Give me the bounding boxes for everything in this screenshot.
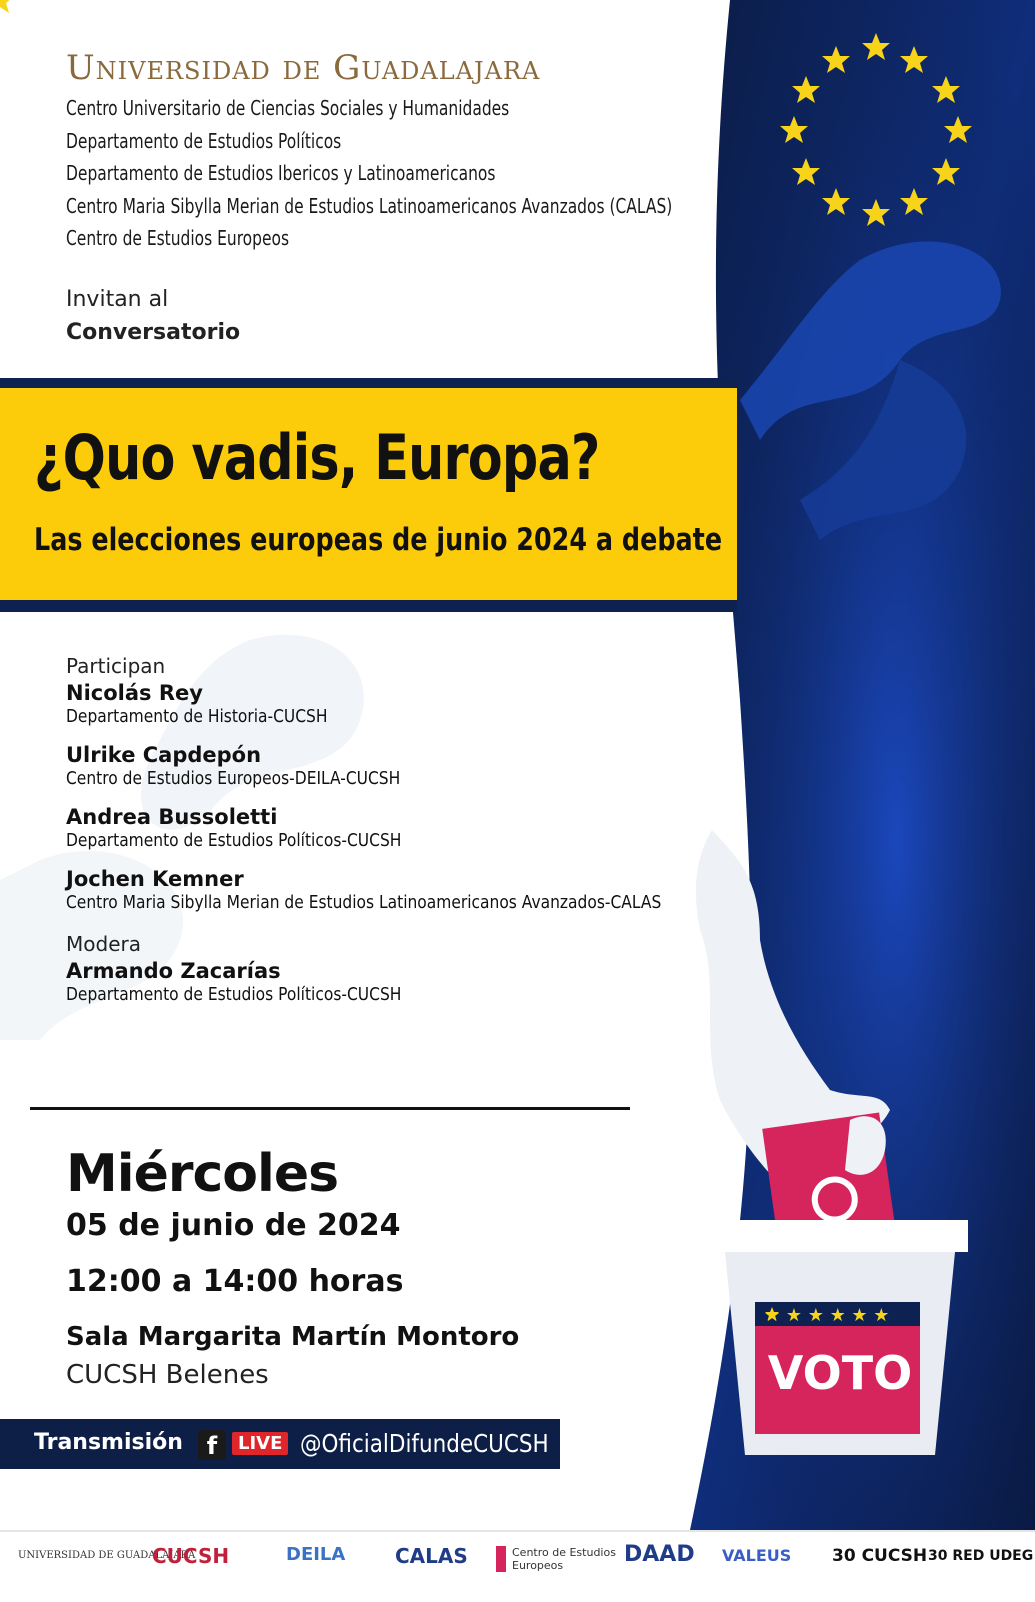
department-line: Departamento de Estudios Políticos <box>66 128 342 153</box>
participant-name: Ulrike Capdepón <box>66 743 262 767</box>
department-line: Centro Maria Sibylla Merian de Estudios Latinoamericanos Avanzados (CALAS) <box>66 193 673 218</box>
department-line: Centro de Estudios Europeos <box>66 226 290 250</box>
event-time: 12:00 a 14:00 horas <box>66 1264 404 1299</box>
header <box>66 48 746 349</box>
valeus-logo: VALEUS <box>722 1546 792 1565</box>
stream-handle[interactable]: @OficialDifundeCUCSH <box>300 1429 549 1458</box>
live-badge: LIVE <box>232 1432 288 1455</box>
participant-name: Nicolás Rey <box>66 681 203 705</box>
divider <box>30 1107 630 1110</box>
stream-bar <box>0 1419 560 1469</box>
facebook-icon: f <box>198 1430 226 1460</box>
university-title: Universidad de Guadalajara <box>66 48 541 88</box>
event-venue: Sala Margarita Martín Montoro <box>66 1322 520 1352</box>
participants-section <box>66 652 746 1006</box>
participant-affiliation: Departamento de Historia-CUCSH <box>66 706 328 727</box>
moderator-affiliation: Departamento de Estudios Políticos-CUCSH <box>66 984 402 1005</box>
cucsh-logo: CUCSH <box>152 1544 230 1568</box>
ballot-label: VOTO <box>767 1346 913 1400</box>
participants-label: Participan <box>66 654 166 678</box>
participant-affiliation: Centro de Estudios Europeos-DEILA-CUCSH <box>66 768 401 789</box>
red-udeg-30-logo: 30 RED UDEG <box>928 1548 1034 1564</box>
participant <box>66 680 746 728</box>
cucsh-30-logo: 30 CUCSH <box>832 1546 928 1566</box>
moderator-name: Armando Zacarías <box>66 959 281 983</box>
event-title: ¿Quo vadis, Europa? <box>34 421 600 494</box>
participant <box>66 804 746 852</box>
moderator-label: Modera <box>66 932 141 956</box>
participant-affiliation: Departamento de Estudios Políticos-CUCSH <box>66 830 402 851</box>
deila-logo: DEILA <box>286 1544 346 1565</box>
sponsor-logos <box>0 1530 1035 1602</box>
participant-affiliation: Centro Maria Sibylla Merian de Estudios Latinoamericanos Avanzados-CALAS <box>66 892 662 913</box>
cee-logo: Centro de Estudios Europeos <box>496 1546 624 1572</box>
event-campus: CUCSH Belenes <box>66 1360 269 1390</box>
svg-text:★ ★ ★ ★ ★ ★: ★ ★ ★ ★ ★ ★ <box>764 1305 890 1326</box>
event-day: Miércoles <box>66 1144 339 1204</box>
participant-name: Andrea Bussoletti <box>66 805 278 829</box>
udg-logo: UNIVERSIDAD DE GUADALAJARA <box>18 1550 196 1561</box>
participant <box>66 742 746 790</box>
stream-label: Transmisión <box>34 1430 183 1455</box>
calas-logo: CALAS <box>395 1544 468 1568</box>
department-line: Departamento de Estudios Ibericos y Latinoamericanos <box>66 161 496 185</box>
event-date: 05 de junio de 2024 <box>66 1208 401 1243</box>
event-type: Conversatorio <box>66 319 241 345</box>
participant-name: Jochen Kemner <box>66 867 244 891</box>
event-subtitle: Las elecciones europeas de junio 2024 a debate <box>34 522 723 558</box>
participant <box>66 866 746 914</box>
department-line: Centro Universitario de Ciencias Sociales y Humanidades <box>66 96 510 120</box>
daad-logo: DAAD <box>624 1542 695 1567</box>
invite-text: Invitan al <box>66 286 169 312</box>
